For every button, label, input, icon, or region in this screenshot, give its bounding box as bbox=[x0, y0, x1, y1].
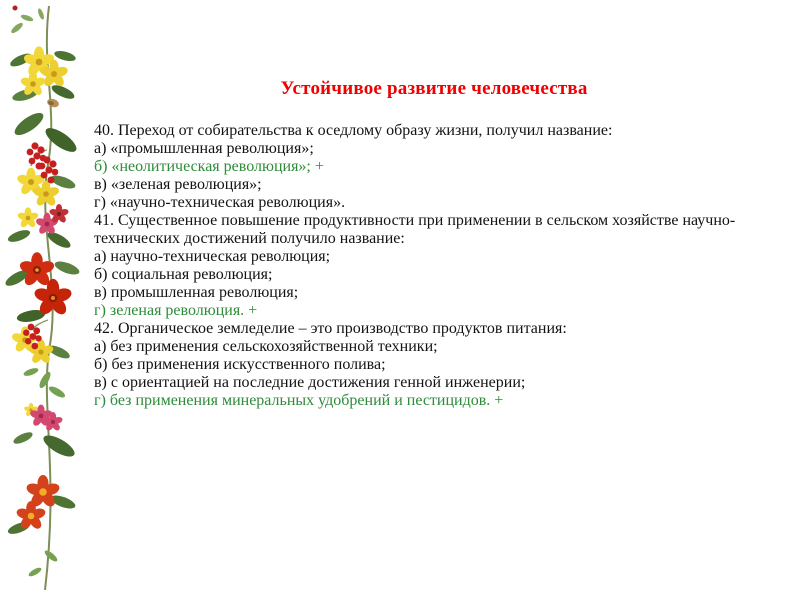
question-40-option-g: г) «научно-техническая революция». bbox=[94, 194, 346, 211]
question-42-option-v: в) с ориентацией на последние достижения генной инженерии; bbox=[94, 374, 526, 391]
slide-content bbox=[94, 0, 774, 410]
question-42: 42. Органическое земледелие – это производство продуктов питания: bbox=[94, 320, 567, 337]
question-42-option-a: а) без применения сельскохозяйственной техники; bbox=[94, 338, 438, 355]
question-40-option-v: в) «зеленая революция»; bbox=[94, 176, 262, 193]
brown-bud bbox=[46, 97, 60, 109]
question-41-option-b: б) социальная революция; bbox=[94, 266, 273, 283]
slide-title: Устойчивое развитие человечества bbox=[280, 78, 588, 99]
question-40-option-b-correct: б) «неолитическая революция»; + bbox=[94, 158, 324, 175]
question-41-option-v: в) промышленная революция; bbox=[94, 284, 299, 301]
floral-border-illustration bbox=[0, 0, 92, 600]
question-41-option-g-correct: г) зеленая революция. + bbox=[94, 302, 258, 319]
question-42-option-b: б) без применения искусственного полива; bbox=[94, 356, 386, 373]
question-40: 40. Переход от собирательства к оседлому образу жизни, получил название: bbox=[94, 122, 613, 139]
question-41-option-a: а) научно-техническая революция; bbox=[94, 248, 331, 265]
question-42-option-g-correct: г) без применения минеральных удобрений и пестицидов. + bbox=[94, 392, 504, 409]
question-40-option-a: а) «промышленная революция»; bbox=[94, 140, 314, 157]
red-poppies bbox=[15, 252, 73, 531]
quiz-text bbox=[94, 122, 774, 410]
question-41: 41. Существенное повышение продуктивности при применении в сельском хозяйстве научно-технических достижений получило название: bbox=[94, 212, 736, 247]
